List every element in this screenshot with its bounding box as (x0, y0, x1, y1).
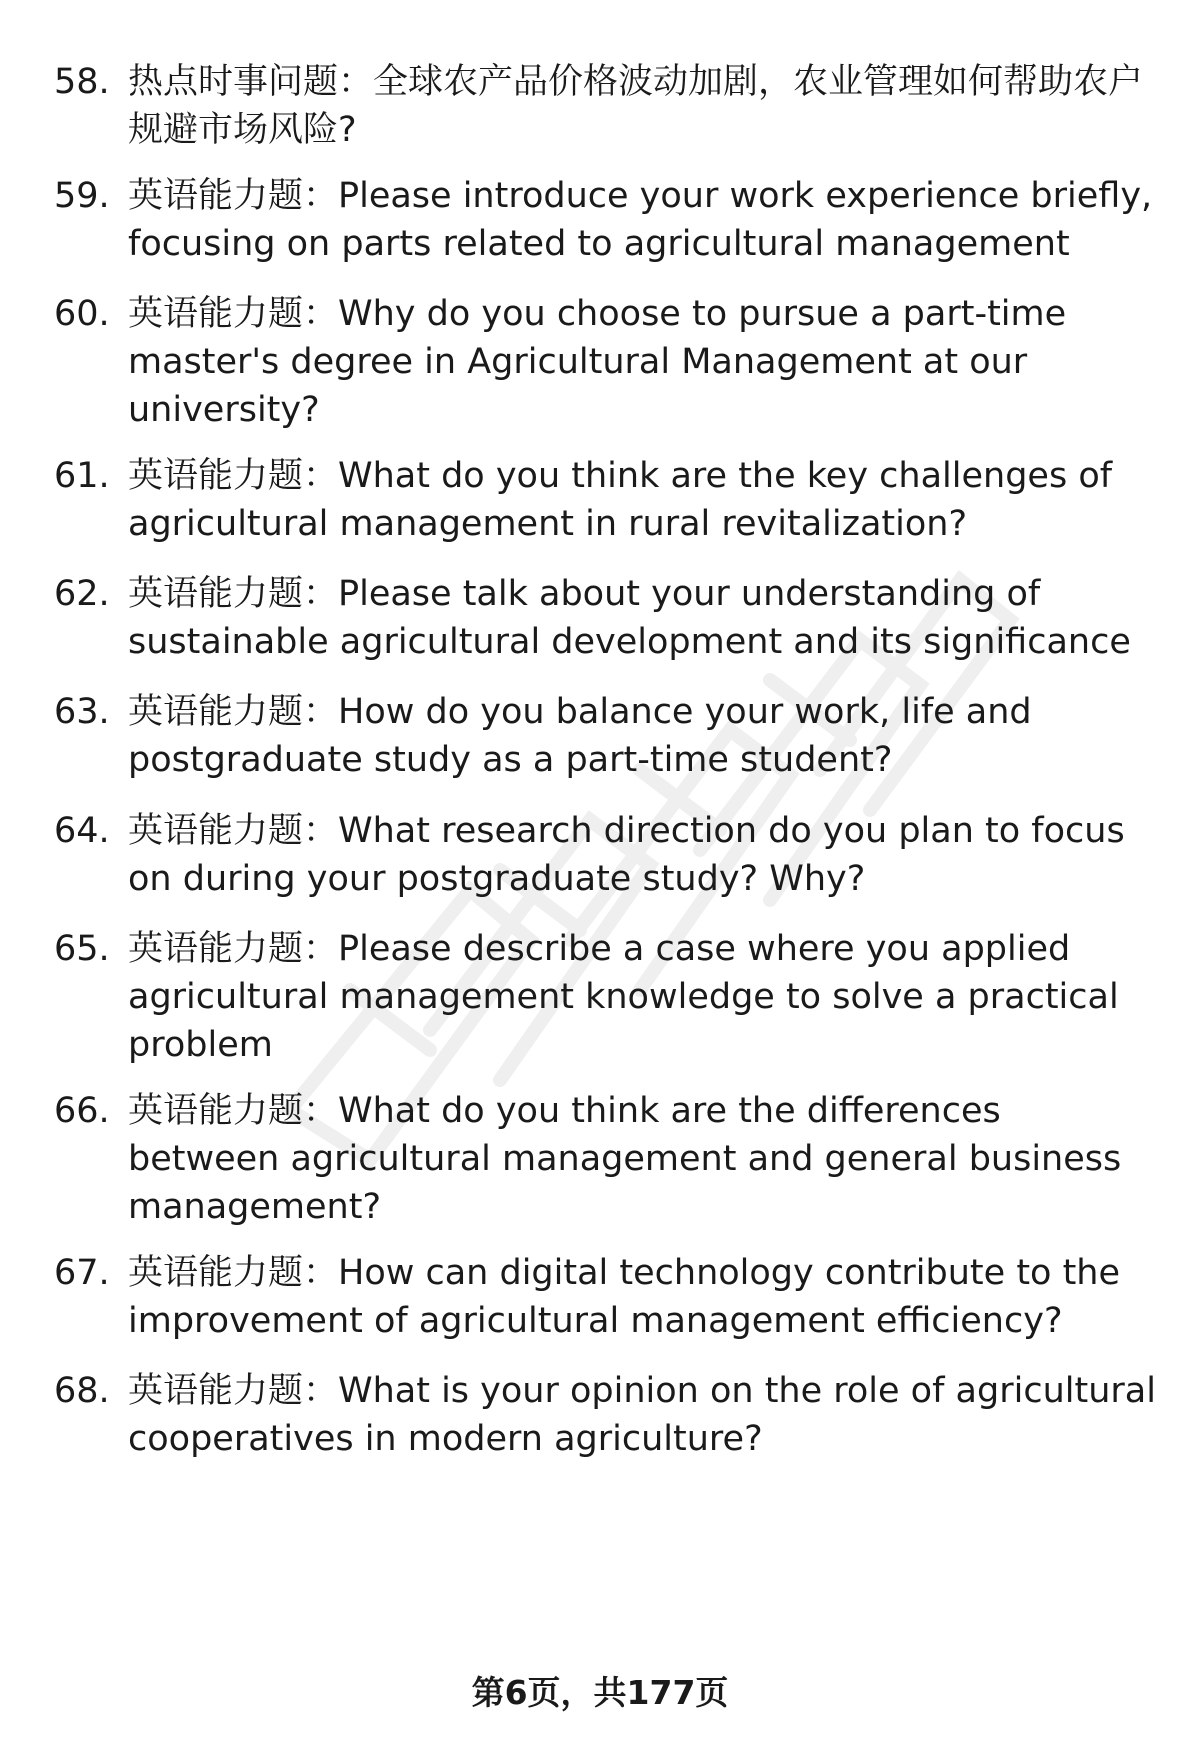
question-number: 67. (54, 1253, 110, 1293)
question-text: 英语能力题：What do you think are the key challenges of agricultural management in rural revitalization? (128, 456, 1113, 544)
question-number: 62. (54, 574, 110, 614)
question-text: 英语能力题：Why do you choose to pursue a part-time master's degree in Agricultural Management at our university? (128, 294, 1067, 430)
question-text: 英语能力题：How can digital technology contribute to the improvement of agricultural management efficiency? (128, 1253, 1121, 1341)
question-text: 英语能力题：What do you think are the differences between agricultural management and general business management? (128, 1091, 1122, 1227)
question-text: 英语能力题：What research direction do you plan to focus on during your postgraduate study? Why? (128, 811, 1125, 899)
question-number: 61. (54, 456, 110, 496)
question-number: 59. (54, 176, 110, 216)
question-number: 65. (54, 929, 110, 969)
page-footer: 第6页，共177页 (471, 1673, 729, 1712)
question-number: 63. (54, 692, 110, 732)
question-number: 64. (54, 811, 110, 851)
question-text: 英语能力题：How do you balance your work, life and postgraduate study as a part-time student? (128, 692, 1032, 780)
question-text: 英语能力题：What is your opinion on the role of agricultural cooperatives in modern agriculture? (128, 1371, 1156, 1459)
question-number: 58. (54, 62, 110, 102)
question-number: 66. (54, 1091, 110, 1131)
question-number: 60. (54, 294, 110, 334)
question-text: 热点时事问题：全球农产品价格波动加剧，农业管理如何帮助农户规避市场风险? (128, 62, 1144, 150)
question-text: 英语能力题：Please describe a case where you applied agricultural management knowledge to solve a practical problem (128, 929, 1119, 1065)
question-number: 68. (54, 1371, 110, 1411)
question-text: 英语能力题：Please talk about your understanding of sustainable agricultural development and its significance (128, 574, 1131, 662)
question-text: 英语能力题：Please introduce your work experience briefly, focusing on parts related to agricultural management (128, 176, 1153, 264)
